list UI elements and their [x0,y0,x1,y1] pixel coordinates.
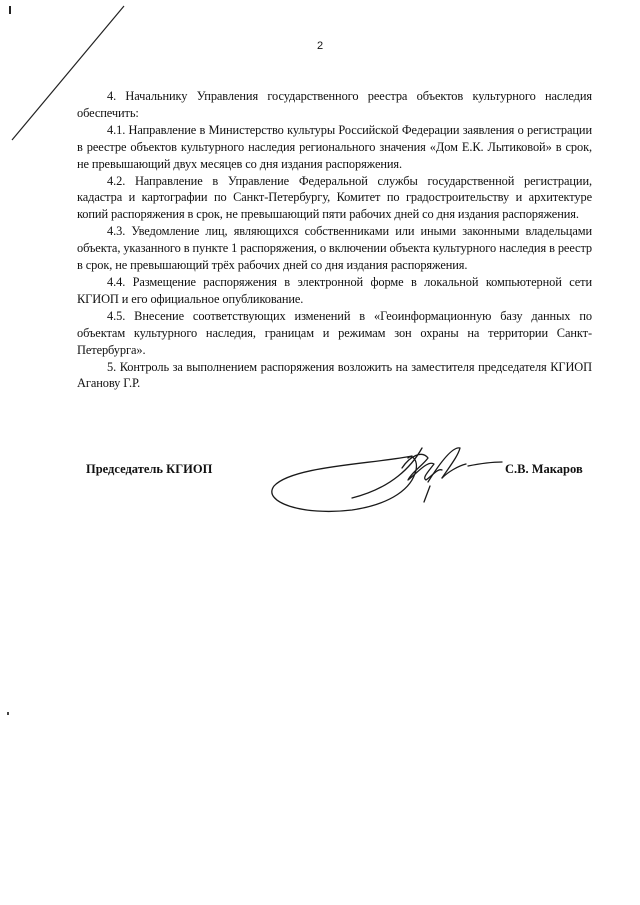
signature-block [0,436,640,516]
paragraph-item-4-4: 4.4. Размещение распоряжения в электронной форме в локальной компьютерной сети КГИОП и его официальное опубликование. [77,274,592,306]
paragraph-item-4-5: 4.5. Внесение соответствующих изменений в «Геоинформационную базу данных по объектам культурного наследия, границам и режимам зон охраны на территории Санкт-Петербурга». [77,308,592,357]
page-number: 2 [316,40,324,52]
document-body [77,88,592,392]
signatory-name: С.В. Макаров [505,462,583,476]
paragraph-item-4: 4. Начальнику Управления государственного реестра объектов культурного наследия обеспечить: [77,89,592,120]
paragraph-item-4-2: 4.2. Направление в Управление Федеральной службы государственной регистрации, кадастра и картографии по Санкт-Петербургу, Комитет по градостроительству и архитектуре копий распоряжения в срок, не превышающий пяти рабочих дней со дня издания распоряжения. [77,173,592,222]
scan-speck [7,712,9,715]
handwritten-signature [262,436,512,521]
paragraph-item-5: 5. Контроль за выполнением распоряжения возложить на заместителя председателя КГИОП Аганову Г.Р. [77,359,592,391]
paragraph-item-4-3: 4.3. Уведомление лиц, являющихся собственниками или иными законными владельцами объекта, указанного в пункте 1 распоряжения, о включении объекта культурного наследия в реестр в срок, не превышающий трёх рабочих дней со дня издания распоряжения. [77,224,592,273]
signatory-title: Председатель КГИОП [86,462,213,476]
paragraph-item-4-1: 4.1. Направление в Министерство культуры Российской Федерации заявления о регистрации в реестре объектов культурного наследия регионального значения «Дом Е.К. Лытиковой» в срок, не превышающий двух месяцев со дня издания распоряжения. [77,122,592,171]
